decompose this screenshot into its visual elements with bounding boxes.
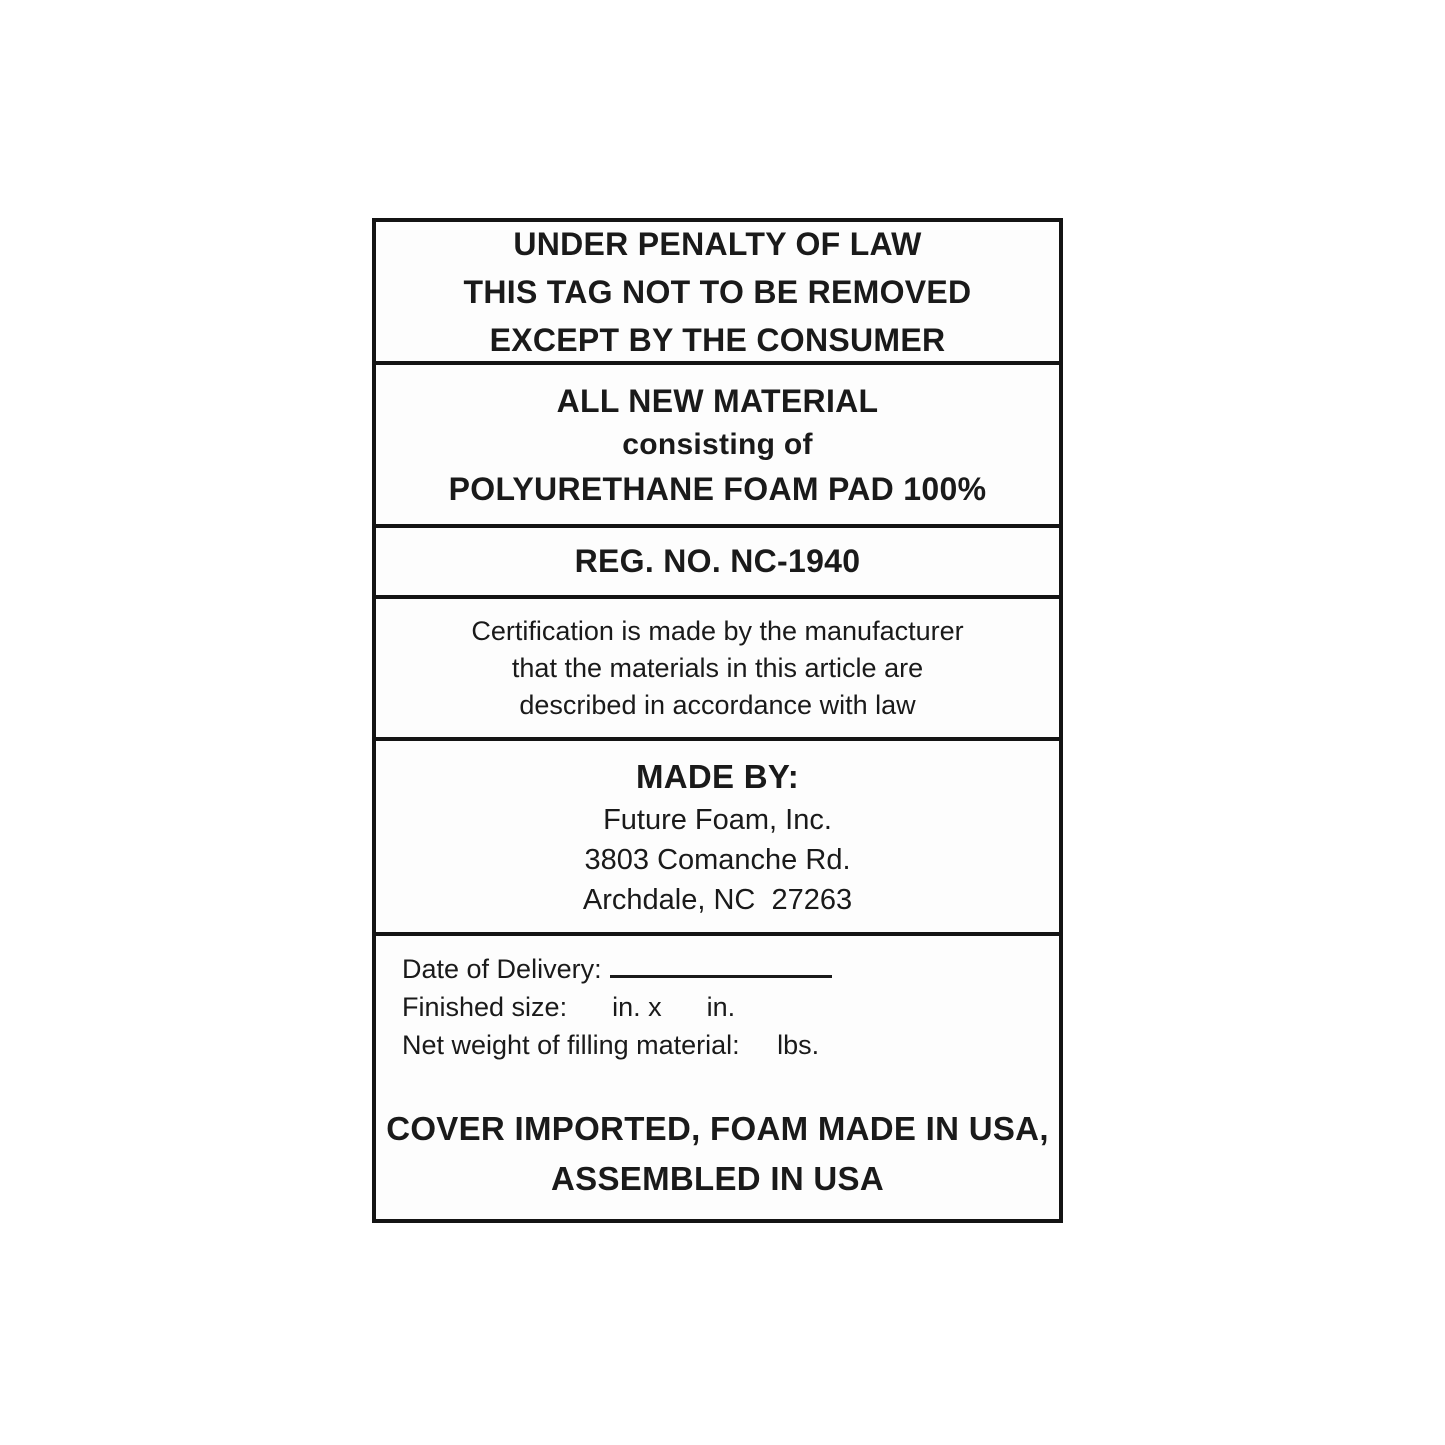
law-label-tag [372,218,1063,1223]
net-weight-row: Net weight of filling material: lbs. [402,1030,820,1060]
certification-line-2: that the materials in this article are [511,652,924,683]
details-section [376,936,1059,1207]
penalty-line-1: UNDER PENALTY OF LAW [513,225,922,262]
manufacturer-city-state-zip: Archdale, NC 27263 [582,883,853,916]
penalty-line-3: EXCEPT BY THE CONSUMER [489,321,946,358]
material-line-2: consisting of [622,427,813,461]
certification-line-1: Certification is made by the manufacturer [471,615,964,646]
material-section [376,365,1059,528]
date-of-delivery-label: Date of Delivery: [402,954,602,984]
manufacturer-street: 3803 Comanche Rd. [584,843,851,876]
date-of-delivery-blank-line [610,951,832,978]
penalty-line-2: THIS TAG NOT TO BE REMOVED [463,273,972,310]
origin-line-2: ASSEMBLED IN USA [551,1160,884,1197]
certification-line-3: described in accordance with law [519,689,916,720]
material-line-3: POLYURETHANE FOAM PAD 100% [448,470,987,507]
penalty-section [376,222,1059,365]
made-by-section [376,741,1059,936]
made-by-heading: MADE BY: [635,757,800,795]
registration-number: REG. NO. NC-1940 [574,543,861,579]
manufacturer-name: Future Foam, Inc. [603,803,832,836]
material-line-1: ALL NEW MATERIAL [556,382,879,419]
origin-line-1: COVER IMPORTED, FOAM MADE IN USA, [386,1110,1049,1147]
origin-statement [376,1104,1059,1204]
registration-number-section [376,528,1059,599]
finished-size-row: Finished size: in. x in. [402,992,736,1022]
date-of-delivery-row [376,950,1059,988]
certification-section [376,599,1059,741]
